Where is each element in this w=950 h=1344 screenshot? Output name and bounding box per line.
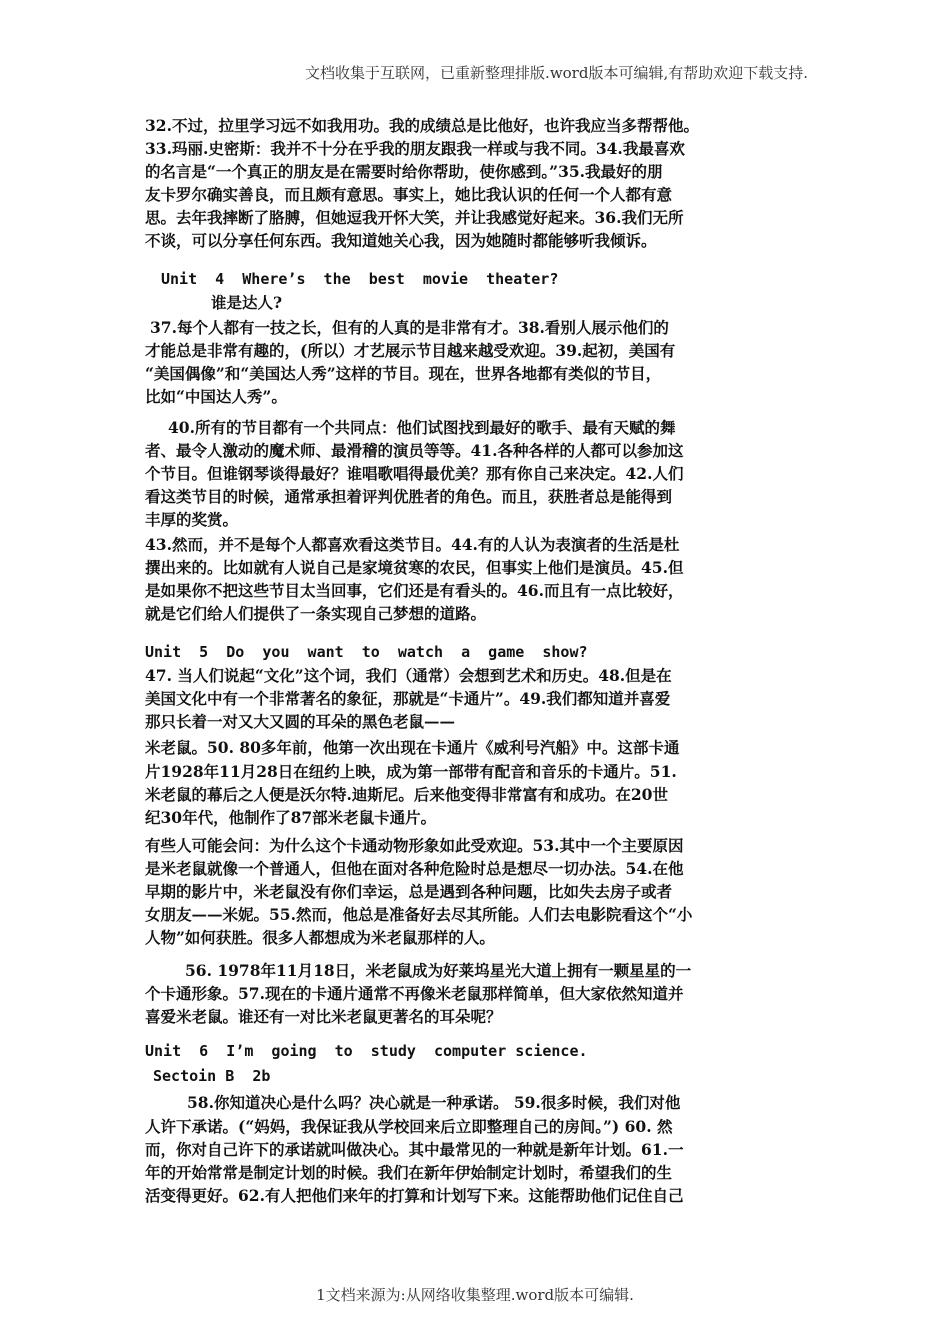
text-line: 33.玛丽.史密斯：我并不十分在乎我的朋友跟我一样或与我不同。34.我最喜欢 — [145, 139, 685, 158]
text-line: 思。去年我摔断了胳膊，但她逗我开怀大笑，并让我感觉好起来。36.我们无所 — [145, 208, 684, 227]
text-line: 纪30年代，他制作了87部米老鼠卡通片。 — [145, 808, 437, 827]
text-line: 比如“中国达人秀”。 — [145, 387, 287, 406]
text-line: 年的开始常常是制定计划的时候。我们在新年伊始制定计划时，希望我们的生 — [145, 1163, 673, 1182]
text-line: 58.你知道决心是什么吗？决心就是一种承诺。 59.很多时候，我们对他 — [187, 1093, 681, 1112]
text-line: 人许下承诺。(“妈妈，我保证我从学校回来后立即整理自己的房间。”) 60. 然 — [145, 1117, 673, 1136]
text-line: 片1928年11月28日在纽约上映，成为第一部带有配音和音乐的卡通片。51. — [145, 762, 677, 781]
section-label: Sectoin B 2b — [153, 1067, 271, 1085]
page-footer: 1文档来源为:从网络收集整理.word版本可编辑. — [316, 1286, 634, 1304]
text-line: 37.每个人都有一技之长，但有的人真的是非常有才。38.看别人展示他们的 — [150, 318, 669, 337]
text-line: 就是它们给人们提供了一条实现自己梦想的道路。 — [145, 604, 487, 623]
text-line: 才能总是非常有趣的，(所以）才艺展示节目越来越受欢迎。39.起初，美国有 — [145, 341, 676, 360]
text-line: 者、最令人激动的魔术师、最滑稽的演员等等。41.各种各样的人都可以参加这 — [145, 441, 684, 460]
text-line: 友卡罗尔确实善良，而且颇有意思。事实上，她比我认识的任何一个人都有意 — [145, 185, 673, 204]
page-header: 文档收集于互联网，已重新整理排版.word版本可编辑,有帮助欢迎下载支持. — [305, 64, 808, 82]
unit-heading: Unit 5 Do you want to watch a game show? — [145, 643, 588, 661]
text-line: 个节目。但谁钢琴谈得最好？谁唱歌唱得最优美？那有你自己来决定。42.人们 — [145, 464, 684, 483]
unit-heading: Unit 6 I’m going to study computer science. — [145, 1042, 588, 1060]
text-line: 早期的影片中，米老鼠没有你们幸运，总是遇到各种问题，比如失去房子或者 — [145, 882, 673, 901]
section-title: 谁是达人? — [211, 293, 283, 312]
text-line: 米老鼠的幕后之人便是沃尔特.迪斯尼。后来他变得非常富有和成功。在20世 — [145, 785, 668, 804]
text-line: 而，你对自己许下的承诺就叫做决心。其中最常见的一种就是新年计划。61.一 — [145, 1140, 684, 1159]
text-line: 那只长着一对又大又圆的耳朵的黑色老鼠—— — [145, 712, 456, 731]
text-line: “美国偶像”和“美国达人秀”这样的节目。现在，世界各地都有类似的节目， — [145, 364, 662, 383]
text-line: 米老鼠。50. 80多年前，他第一次出现在卡通片《威利号汽船》中。这部卡通 — [145, 738, 680, 757]
text-line: 40.所有的节目都有一个共同点：他们试图找到最好的歌手、最有天赋的舞 — [168, 418, 676, 437]
text-line: 喜爱米老鼠。谁还有一对比米老鼠更著名的耳朵呢？ — [145, 1007, 502, 1026]
text-line: 不谈，可以分享任何东西。我知道她关心我，因为她随时都能够听我倾诉。 — [145, 231, 657, 250]
text-line: 32.不过，拉里学习远不如我用功。我的成绩总是比他好，也许我应当多帮帮他。 — [145, 116, 699, 135]
unit-heading: Unit 4 Where’s the best movie theater? — [161, 270, 559, 288]
text-line: 56. 1978年11月18日，米老鼠成为好莱坞星光大道上拥有一颗星星的一 — [185, 961, 692, 980]
text-line: 的名言是“一个真正的朋友是在需要时给你帮助，使你感到。”35.我最好的朋 — [145, 162, 663, 181]
text-line: 美国文化中有一个非常著名的象征，那就是“卡通片”。49.我们都知道并喜爱 — [145, 689, 671, 708]
text-line: 活变得更好。62.有人把他们来年的打算和计划写下来。这能帮助他们记住自己 — [145, 1186, 684, 1205]
text-line: 是米老鼠就像一个普通人，但他在面对各种危险时总是想尽一切办法。54.在他 — [145, 859, 684, 878]
text-line: 撰出来的。比如就有人说自己是家境贫寒的农民，但事实上他们是演员。45.但 — [145, 558, 684, 577]
text-line: 女朋友——米妮。55.然而，他总是准备好去尽其所能。人们去电影院看这个“小 — [145, 905, 693, 924]
text-line: 看这类节目的时候，通常承担着评判优胜者的角色。而且，获胜者总是能得到 — [145, 487, 673, 506]
text-line: 丰厚的奖赏。 — [145, 510, 239, 529]
text-line: 43.然而，并不是每个人都喜欢看这类节目。44.有的人认为表演者的生活是杜 — [145, 535, 680, 554]
text-line: 人物”如何获胜。很多人都想成为米老鼠那样的人。 — [145, 928, 495, 947]
text-line: 个卡通形象。57.现在的卡通片通常不再像米老鼠那样简单，但大家依然知道并 — [145, 984, 684, 1003]
text-line: 是如果你不把这些节目太当回事，它们还是有看头的。46.而且有一点比较好， — [145, 581, 684, 600]
text-line: 有些人可能会问：为什么这个卡通动物形象如此受欢迎。53.其中一个主要原因 — [145, 836, 684, 855]
text-line: 47. 当人们说起“文化”这个词，我们（通常）会想到艺术和历史。48.但是在 — [145, 666, 672, 685]
